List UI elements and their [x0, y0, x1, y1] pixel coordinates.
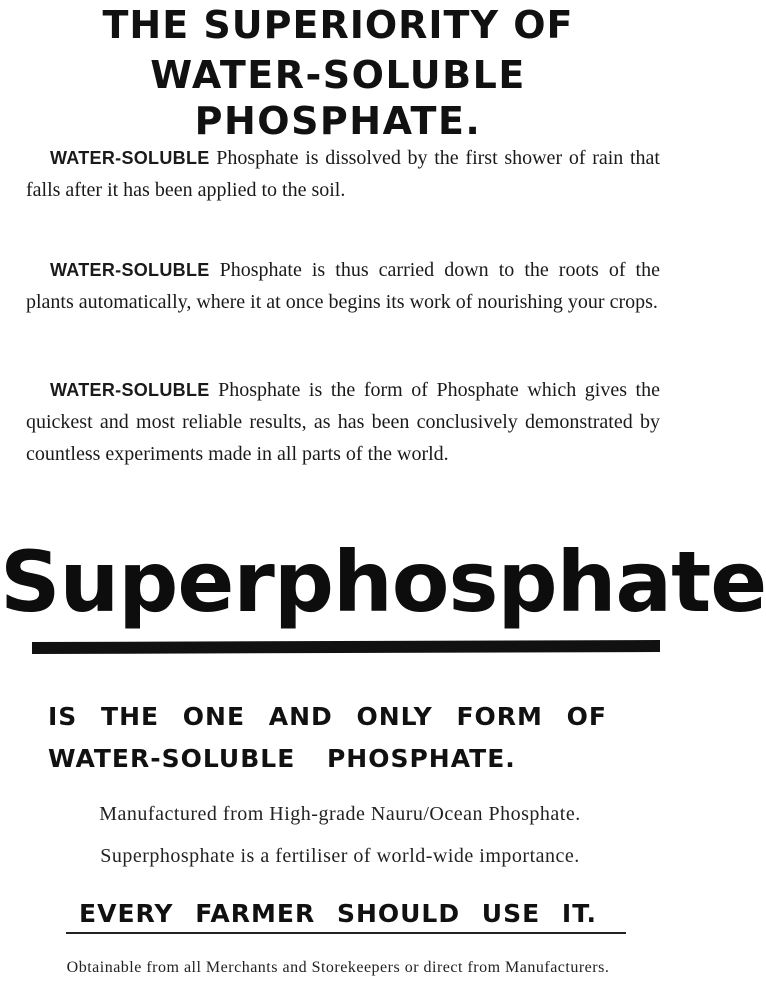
headline-line-1: THE SUPERIORITY OF	[102, 3, 574, 47]
paragraph-lead: WATER-SOLUBLE	[50, 380, 210, 400]
availability-footer: Obtainable from all Merchants and Storekeepers or direct from Manufacturers.	[66, 959, 610, 976]
headline-line-2: WATER-SOLUBLE PHOSPHATE.	[150, 53, 526, 143]
call-to-action-underline	[66, 932, 626, 934]
paragraph-text: Phosphate is dissolved by the first shower of rain that falls after it has been applied to the soil.	[26, 147, 660, 201]
paragraph-quickest	[26, 374, 660, 470]
brand-name: Superphosphate	[0, 533, 766, 631]
manufacture-note: Manufactured from High-grade Nauru/Ocean Phosphate.	[99, 803, 581, 825]
paragraph-dissolved	[26, 142, 660, 206]
paragraph-text: Phosphate is the form of Phosphate which gives the quickest and most reliable results, as has been conclusively demonstrated by countless experiments made in all parts of the world.	[26, 379, 660, 465]
paragraph-text: Phosphate is thus carried down to the roots of the plants automatically, where it at once begins its work of nourishing your crops.	[26, 259, 660, 313]
subhead-line-1: IS THE ONE AND ONLY FORM OF	[48, 702, 607, 731]
call-to-action: EVERY FARMER SHOULD USE IT.	[79, 899, 597, 928]
subhead-line-2: WATER-SOLUBLE PHOSPHATE.	[48, 744, 516, 773]
paragraph-carried	[26, 254, 660, 318]
paragraph-lead: WATER-SOLUBLE	[50, 260, 210, 280]
brand-underline	[32, 640, 660, 654]
importance-note: Superphosphate is a fertiliser of world-wide importance.	[100, 845, 580, 867]
paragraph-lead: WATER-SOLUBLE	[50, 148, 210, 168]
